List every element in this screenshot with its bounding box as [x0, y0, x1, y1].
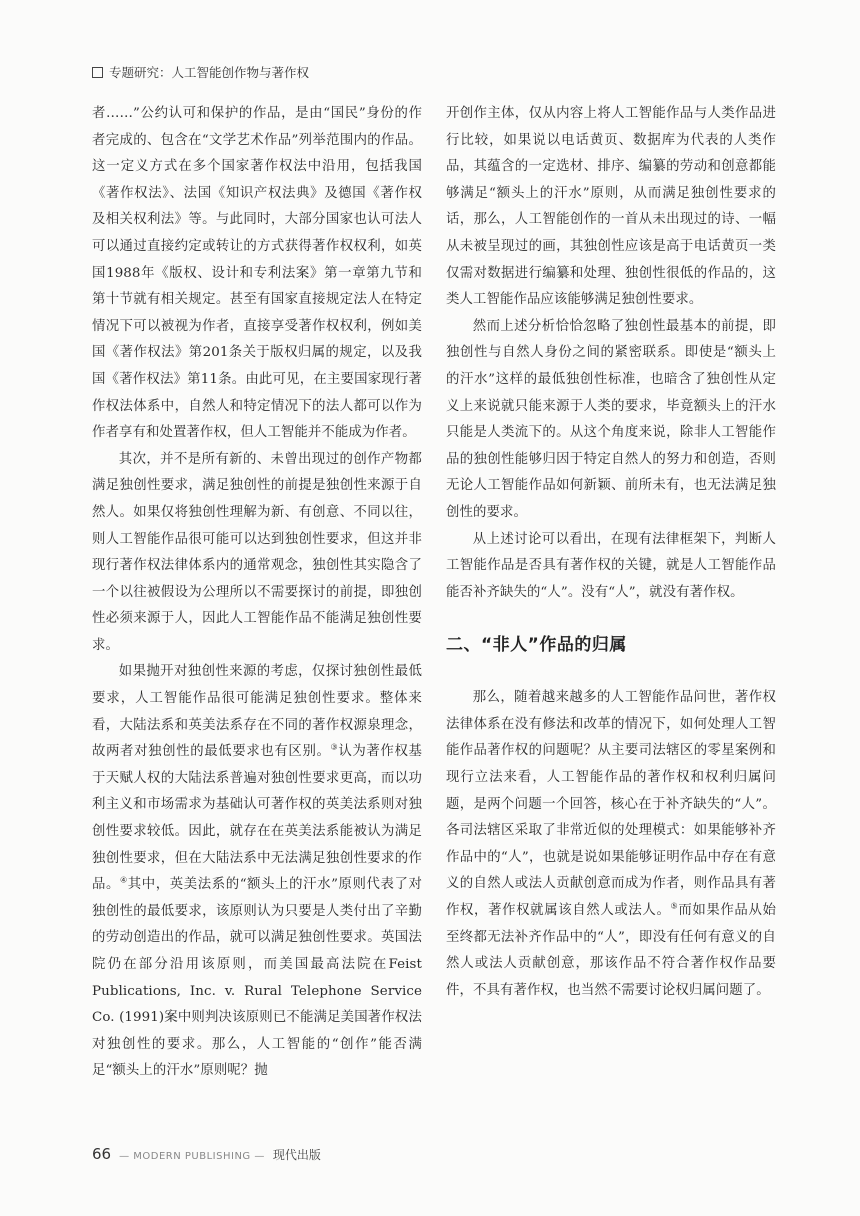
left-column	[92, 101, 422, 1085]
square-bullet-icon	[92, 67, 103, 78]
text-segment: 那么，随着越来越多的人工智能作品问世，著作权法律体系在没有修法和改革的情况下，如何处理人工智能作品著作权的问题呢？从主要司法辖区的零星案例和现行立法来看，人工智能作品的著作权和权利归属问题，是两个问题一个回答，核心在于补齐缺失的“人”。各司法辖区采取了非常近似的处理模式：如果能够补齐作品中的“人”，也就是说如果能够证明作品中存在有意义的自然人或法人贡献创意而成为作者，则作品具有著作权，著作权就属该自然人或法人。	[446, 690, 776, 919]
right-column	[446, 101, 776, 1004]
left-paragraph-3	[92, 659, 422, 1085]
right-paragraph-3: 从上述讨论可以看出，在现有法律框架下，判断人工智能作品是否具有著作权的关键，就是人工智能作品能否补齐缺失的“人”。没有“人”，就没有著作权。	[446, 531, 776, 600]
text-segment: 而如果作品从始至终都无法补齐作品中的“人”，即没有任何有意义的自然人或法人贡献创意，那该作品不符合著作权作品要件，不具有著作权，也当然不需要讨论权归属问题了。	[446, 903, 776, 998]
right-paragraph-2: 然而上述分析恰恰忽略了独创性最基本的前提，即独创性与自然人身份之间的紧密联系。即使是“额头上的汗水”这样的最低独创性标准，也暗含了独创性从定义上来说就只能来源于人类的要求，毕竟额头上的汗水只能是人类流下的。从这个角度来说，除非人工智能作品的独创性能够归因于特定自然人的努力和创造，否则无论人工智能作品如何新颖、前所未有，也无法满足独创性的要求。	[446, 318, 776, 520]
footnote-ref-5[interactable]: ⑤	[670, 901, 679, 911]
section-heading: 二、“非人”作品的归属	[446, 635, 627, 656]
left-paragraph-2: 其次，并不是所有新的、未曾出现过的创作产物都满足独创性要求，满足独创性的前提是独创性来源于自然人。如果仅将独创性理解为新、有创意、不同以往，则人工智能作品很可能可以达到独创性要求，但这并非现行著作权法律体系内的通常观念，独创性其实隐含了一个以往被假设为公理所以不需要探讨的前提，即独创性必须来源于人，因此人工智能作品不能满足独创性要求。	[92, 451, 422, 653]
page-number: 66	[92, 1145, 112, 1163]
footnote-ref-4[interactable]: ④	[119, 875, 128, 885]
journal-name-cn: 现代出版	[272, 1148, 321, 1162]
left-paragraph-1: 者……”公约认可和保护的作品，是由“国民”身份的作者完成的、包含在“文学艺术作品”列举范围内的作品。这一定义方式在多个国家著作权法中沿用，包括我国《著作权法》、法国《知识产权法典》及德国《著作权及相关权利法》等。与此同时，大部分国家也认可法人可以通过直接约定或转让的方式获得著作权权利，如英国1988年《版权、设计和专利法案》第一章第九节和第十节就有相关规定。甚至有国家直接规定法人在特定情况下可以被视为作者，直接享受著作权权利，例如美国《著作权法》第201条关于版权归属的规定，以及我国《著作权法》第11条。由此可见，在主要国家现行著作权法体系中，自然人和特定情况下的法人都可以作为作者享有和处置著作权，但人工智能并不能成为作者。	[92, 106, 422, 441]
text-segment: 如果抛开对独创性来源的考虑，仅探讨独创性最低要求，人工智能作品很可能满足独创性要求。整体来看，大陆法系和英美法系存在不同的著作权源泉理念，故两者对独创性的最低要求也有区别。	[92, 664, 422, 760]
right-paragraph-1: 开创作主体，仅从内容上将人工智能作品与人类作品进行比较，如果说以电话黄页、数据库为代表的人类作品，其蕴含的一定选材、排序、编纂的劳动和创意都能够满足“额头上的汗水”原则，从而满足独创性要求的话，那么，人工智能创作的一首从未出现过的诗、一幅从未被呈现过的画，其独创性应该是高于电话黄页一类仅需对数据进行编纂和处理、独创性很低的作品的，这类人工智能作品应该能够满足独创性要求。	[446, 106, 776, 308]
text-segment: 认为著作权基于天赋人权的大陆法系普遍对独创性要求更高，而以功利主义和市场需求为基础认可著作权的英美法系则对独创性要求较低。因此，就存在在英美法系能被认为满足独创性要求，但在大陆法系中无法满足独创性要求的作品。	[92, 744, 422, 893]
right-paragraph-4	[446, 685, 776, 1004]
page-footer	[92, 1145, 321, 1163]
section-label: 专题研究：人工智能创作物与著作权	[109, 65, 310, 80]
text-segment: 其中，英美法系的“额头上的汗水”原则代表了对独创性的最低要求，该原则认为只要是人类付出了辛勤的劳动创造出的作品，就可以满足独创性要求。英国法院仍在部分沿用该原则，而美国最高法院在Feist Publications, Inc. v. Rural Telephone Service Co. (1991)案中则判决该原则已不能满足美国著作权法对独创性的要求。那么，人工智能的“创作”能否满足“额头上的汗水”原则呢？抛	[92, 877, 422, 1079]
journal-name: — MODERN PUBLISHING —	[119, 1151, 265, 1162]
running-header	[92, 63, 309, 81]
footnote-ref-3[interactable]: ③	[330, 742, 339, 752]
